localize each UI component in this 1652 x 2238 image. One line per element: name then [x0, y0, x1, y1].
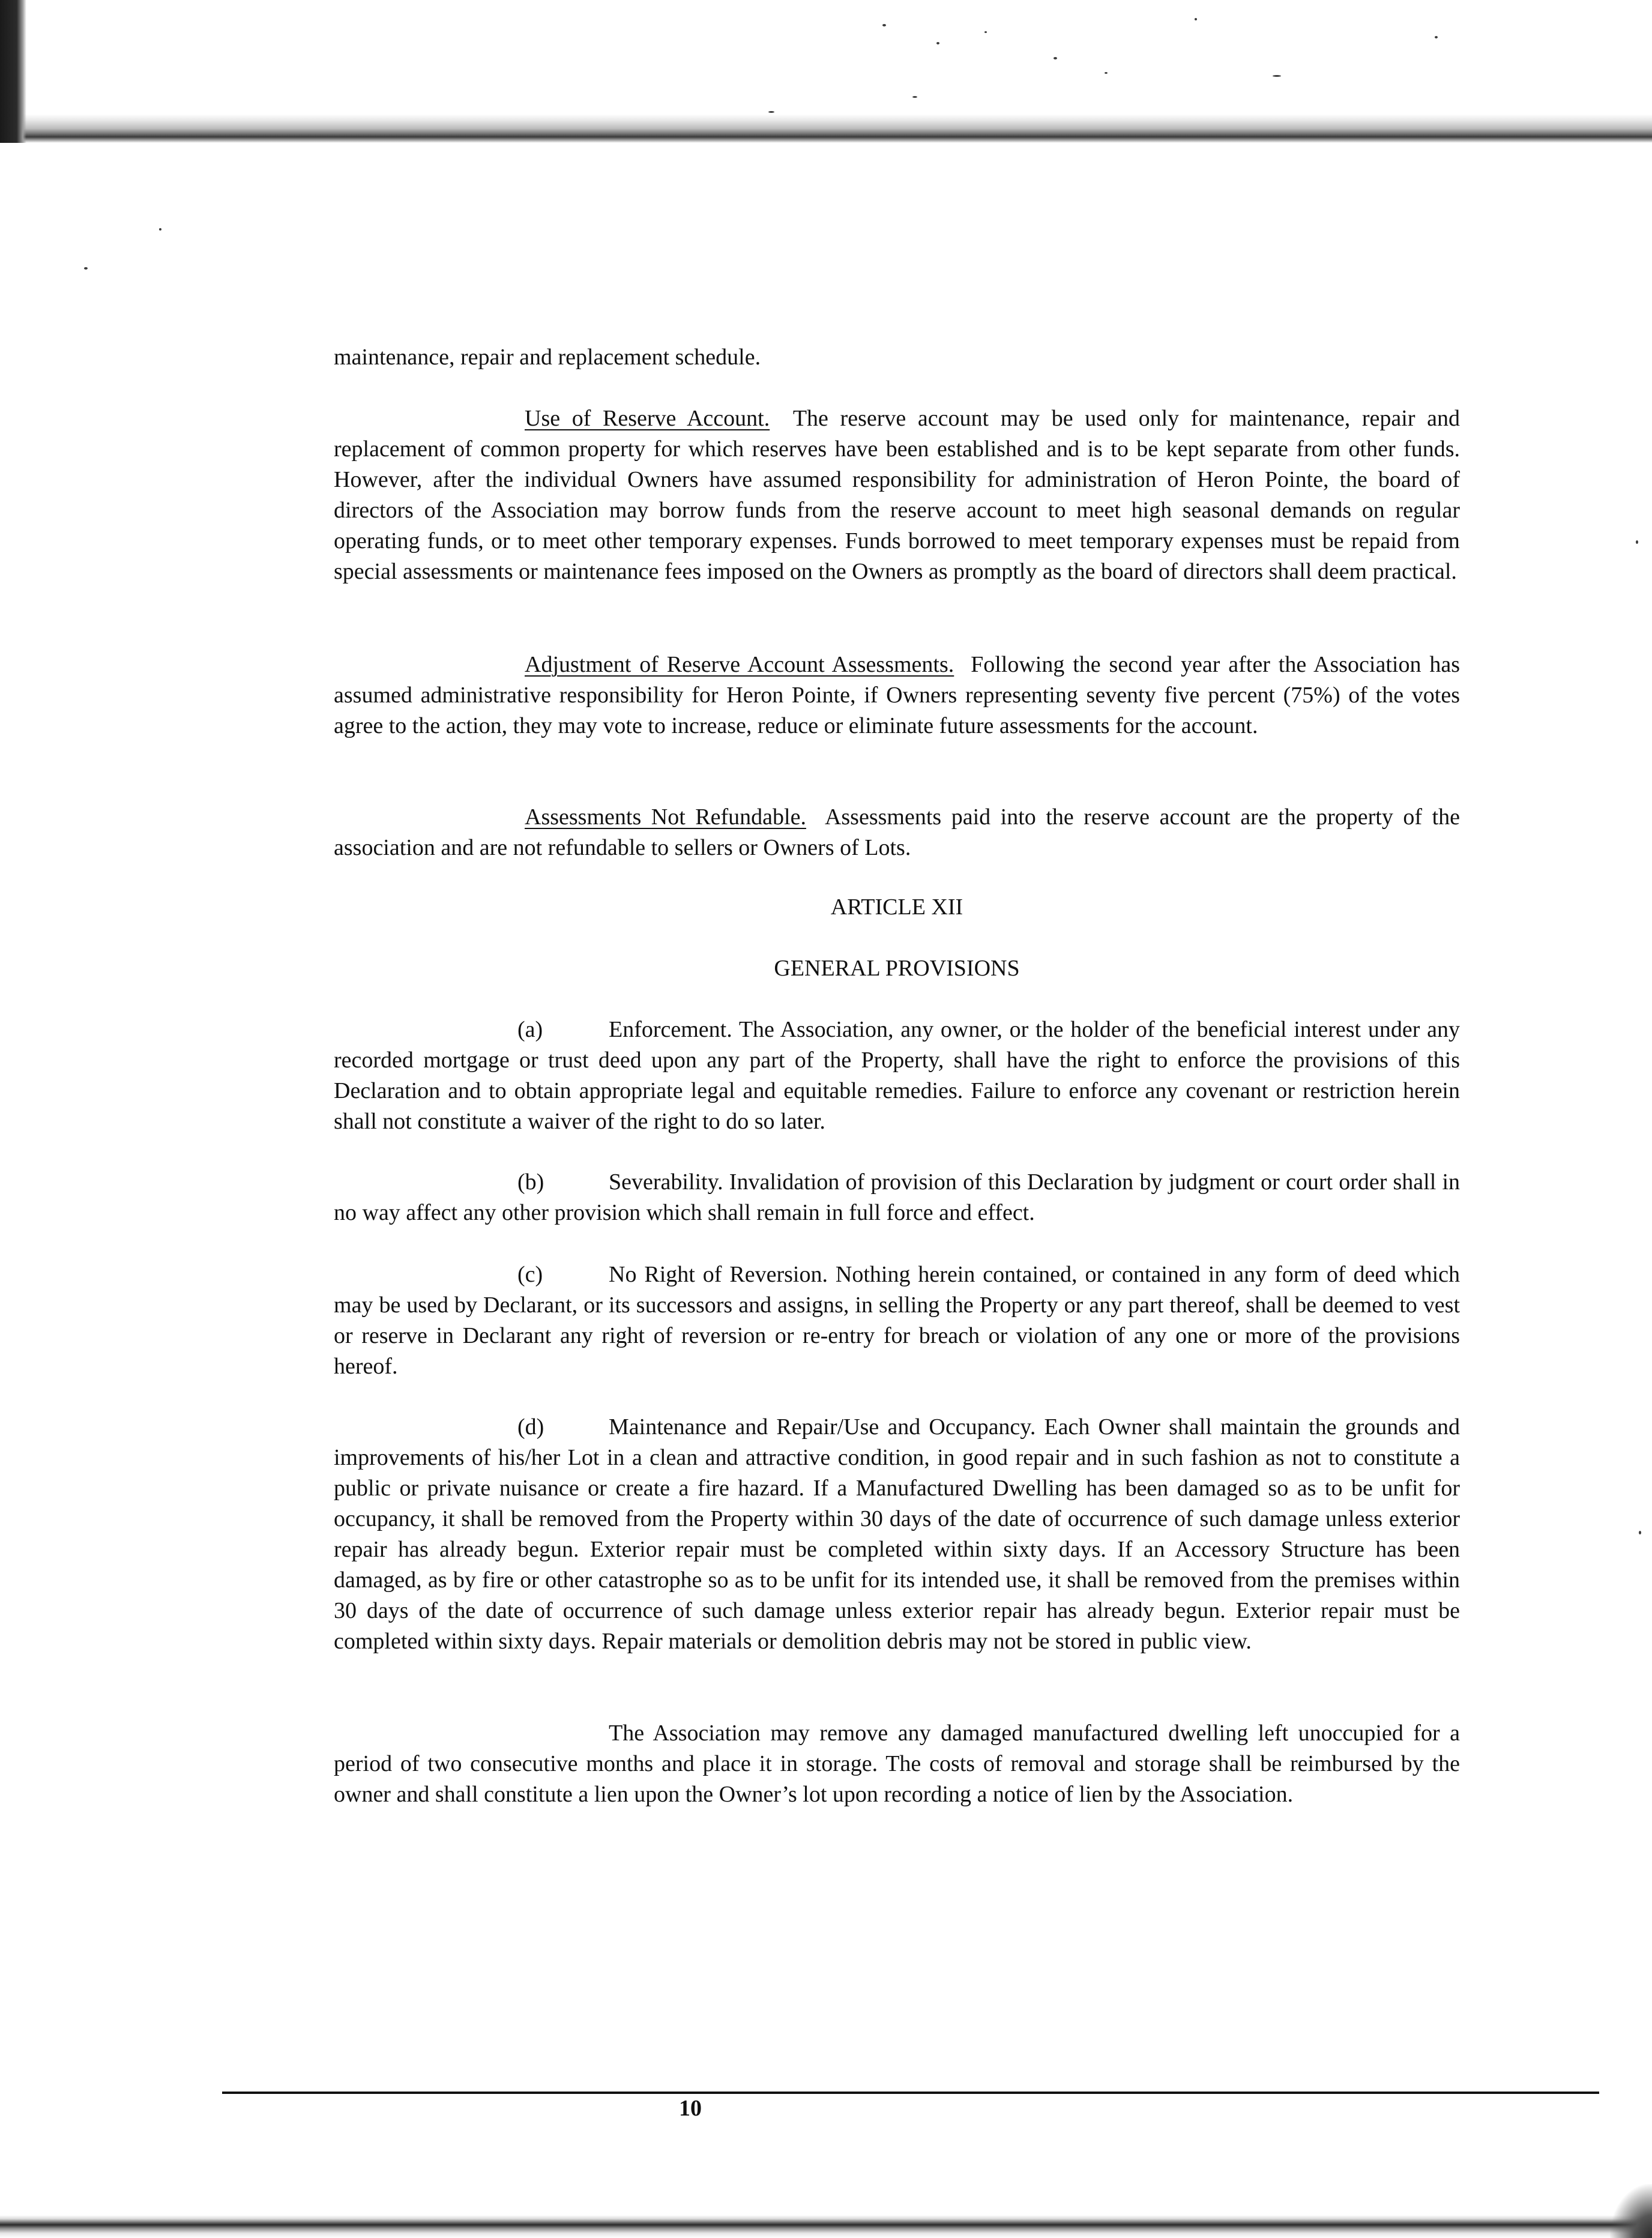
closing-section	[334, 1718, 1460, 1810]
continuation-text-block	[334, 342, 1460, 373]
provision-b	[334, 1167, 1460, 1228]
closing-paragraph	[334, 1718, 1460, 1810]
continuation-line: maintenance, repair and replacement schedule.	[334, 345, 761, 370]
provision-a-paragraph	[334, 1015, 1460, 1137]
provision-a-label: (a)	[517, 1017, 543, 1042]
scan-speckle	[1105, 72, 1108, 74]
provision-b-label: (b)	[517, 1169, 544, 1195]
adjustment-heading: Adjustment of Reserve Account Assessments.	[525, 652, 954, 677]
provision-b-paragraph	[334, 1167, 1460, 1228]
scan-speckle	[936, 42, 939, 44]
provision-d-paragraph	[334, 1412, 1460, 1657]
scan-speckle	[912, 96, 917, 98]
provision-d-label: (d)	[517, 1414, 544, 1440]
scan-speckle	[768, 111, 774, 113]
not-refundable-paragraph	[334, 802, 1460, 863]
footer-rule	[222, 2092, 1599, 2094]
scan-top-shadow	[0, 0, 1652, 143]
closing-text: The Association may remove any damaged manufactured dwelling left unoccupied for a period of two consecutive months and place it in storage. The costs of removal and storage shall be reimbursed by the owner and shall constitute a lien upon the Owner’s lot upon recording a notice of lien by the Association.	[334, 1721, 1460, 1807]
section-use-of-reserve	[334, 403, 1460, 587]
provision-c-label: (c)	[517, 1262, 543, 1287]
provision-c-text: No Right of Reversion. Nothing herein contained, or contained in any form of deed which may be used by Declarant, or its successors and assigns, in selling the Property or any part thereof, shall be deemed to vest or reserve in Declarant any right of reversion or re-entry for breach or violation of any one or more of the provisions hereof.	[334, 1262, 1460, 1379]
use-of-reserve-paragraph	[334, 403, 1460, 587]
scan-bottom-shadow	[0, 2215, 1652, 2238]
scan-speckle	[1273, 75, 1281, 77]
adjustment-text: Following the second year after the Association has assumed administrative responsibility for Heron Pointe, if Owners representing seventy five percent (75%) of the votes agree to the action, they may vote to increase, reduce or eliminate future assessments for the account.	[334, 652, 1460, 738]
provision-d-text: Maintenance and Repair/Use and Occupancy. Each Owner shall maintain the grounds and improvements of his/her Lot in a clean and attractive condition, in good repair and in such fashion as not to constitute a public or private nuisance or create a fire hazard. If a Manufactured Dwelling has been damaged so as to be unfit for occupancy, it shall be removed from the Property within 30 days of the date of occurrence of such damage unless exterior repair has already begun. Exterior repair must be completed within sixty days. If an Accessory Structure has been damaged, as by fire or other catastrophe so as to be unfit for its intended use, it shall be removed from the premises within 30 days of the date of occurrence of such damage unless exterior repair has already begun. Exterior repair must be completed within sixty days. Repair materials or demolition debris may not be stored in public view.	[334, 1414, 1460, 1654]
scan-corner-shadow	[1610, 2184, 1652, 2238]
page-number: 10	[679, 2096, 702, 2121]
article-title: GENERAL PROVISIONS	[774, 956, 1020, 981]
not-refundable-text: Assessments paid into the reserve account are the property of the association and are not refundable to sellers or Owners of Lots.	[334, 804, 1460, 860]
scan-speckle	[1054, 57, 1057, 59]
section-adjustment-of-reserve	[334, 650, 1460, 741]
section-assessments-not-refundable	[334, 802, 1460, 863]
scan-speckle	[159, 228, 161, 231]
article-number: ARTICLE XII	[830, 894, 963, 920]
use-of-reserve-heading: Use of Reserve Account.	[525, 406, 770, 431]
scan-speckle	[1435, 36, 1438, 38]
provision-b-text: Severability. Invalidation of provision of this Declaration by judgment or court order shall in no way affect any other provision which shall remain in full force and effect.	[334, 1169, 1460, 1225]
scan-speckle	[1195, 18, 1197, 20]
scan-speckle	[882, 24, 886, 26]
scan-speckle	[984, 31, 987, 33]
use-of-reserve-text: The reserve account may be used only for maintenance, repair and replacement of common property for which reserves have been established and is to be kept separate from other funds. However, after the individual Owners have assumed responsibility for administration of Heron Pointe, the board of directors of the Association may borrow funds from the reserve account to meet high seasonal demands on regular operating funds, or to meet other temporary expenses. Funds borrowed to meet temporary expenses must be repaid from special assessments or maintenance fees imposed on the Owners as promptly as the board of directors shall deem practical.	[334, 406, 1460, 584]
provision-d	[334, 1412, 1460, 1657]
provision-c	[334, 1259, 1460, 1382]
adjustment-paragraph	[334, 650, 1460, 741]
not-refundable-heading: Assessments Not Refundable.	[525, 804, 806, 830]
scan-speckle	[1636, 540, 1638, 544]
scan-left-edge	[0, 0, 26, 143]
provision-c-paragraph	[334, 1259, 1460, 1382]
scan-speckle	[1639, 1531, 1641, 1534]
provision-a-text: Enforcement. The Association, any owner, or the holder of the beneficial interest under any recorded mortgage or trust deed upon any part of the Property, shall have the right to enforce the provisions of this Declaration and to obtain appropriate legal and equitable remedies. Failure to enforce any covenant or restriction herein shall not constitute a waiver of the right to do so later.	[334, 1017, 1460, 1134]
provision-a	[334, 1015, 1460, 1137]
scan-speckle	[84, 267, 88, 270]
